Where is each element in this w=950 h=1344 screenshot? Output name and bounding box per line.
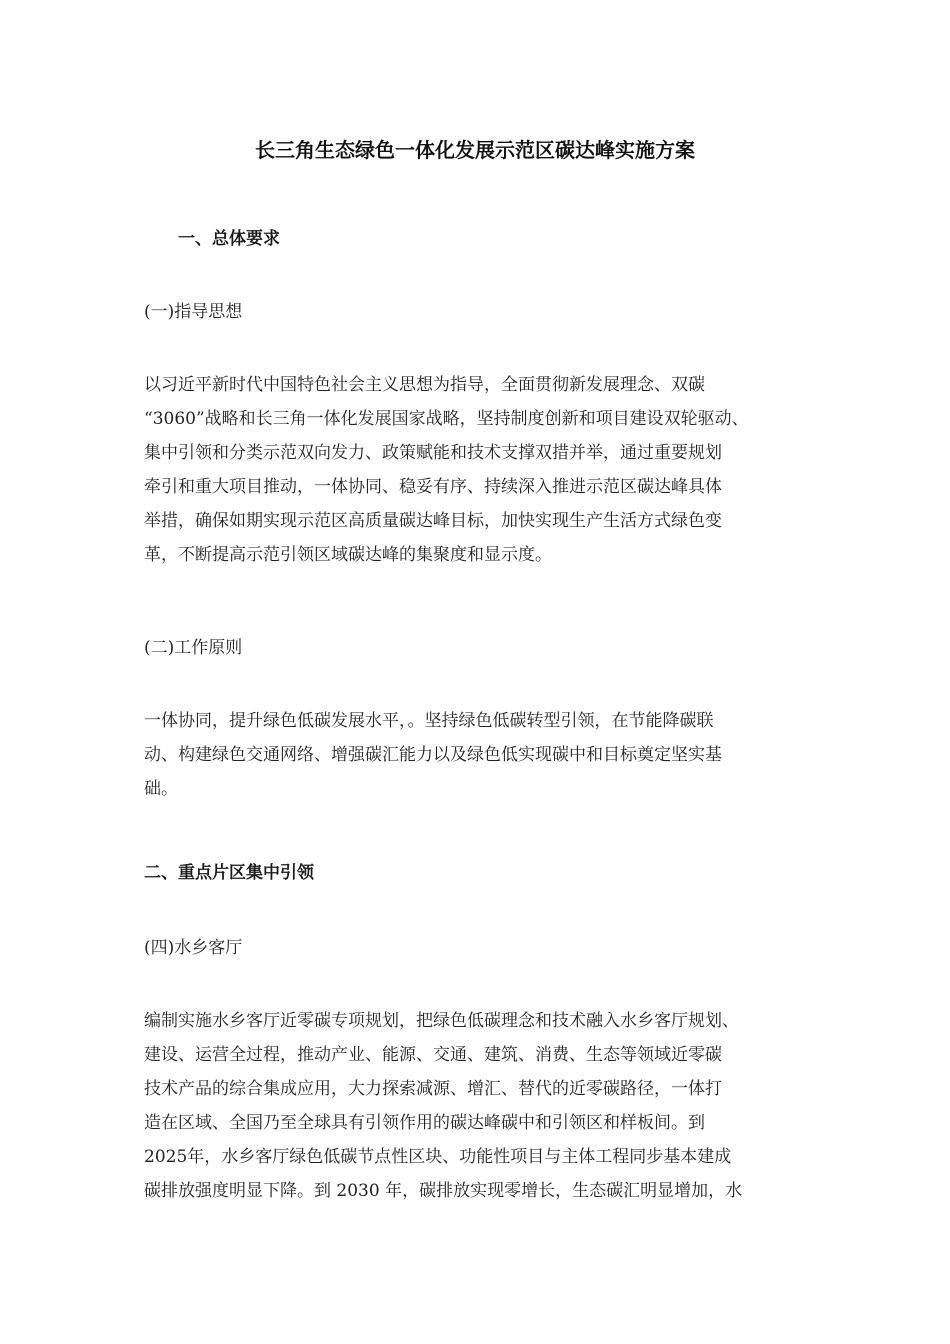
section-heading-general-requirements: 一、总体要求: [178, 229, 280, 249]
paragraph-line: 动、构建绿色交通网络、增强碳汇能力以及绿色低实现碳中和目标奠定坚实基: [144, 745, 722, 765]
subsection-heading-working-principles: (二)工作原则: [144, 638, 243, 658]
paragraph-line: 碳排放强度明显下降。到 2030 年，碳排放实现零增长，生态碳汇明显增加，水: [144, 1181, 743, 1201]
paragraph-line: 以习近平新时代中国特色社会主义思想为指导，全面贯彻新发展理念、双碳: [144, 375, 705, 395]
subsection-heading-guiding-ideology: (一)指导思想: [144, 302, 243, 322]
paragraph-line: 集中引领和分类示范双向发力、政策赋能和技术支撑双措并举，通过重要规划: [144, 443, 722, 463]
paragraph-line: 2025年，水乡客厅绿色低碳节点性区块、功能性项目与主体工程同步基本建成: [144, 1147, 732, 1167]
paragraph-line: “3060”战略和长三角一体化发展国家战略，坚持制度创新和项目建设双轮驱动、: [144, 409, 749, 429]
subsection-heading-water-village-parlor: (四)水乡客厅: [144, 938, 243, 958]
document-title: 长三角生态绿色一体化发展示范区碳达峰实施方案: [255, 138, 695, 162]
paragraph-line: 础。: [144, 779, 178, 799]
paragraph-water-village-parlor: [144, 1004, 834, 1208]
paragraph-line: 革，不断提高示范引领区域碳达峰的集聚度和显示度。: [144, 545, 552, 565]
paragraph-line: 一体协同，提升绿色低碳发展水平，。坚持绿色低碳转型引领，在节能降碳联: [144, 711, 714, 731]
paragraph-line: 编制实施水乡客厅近零碳专项规划，把绿色低碳理念和技术融入水乡客厅规划、: [144, 1011, 739, 1031]
paragraph-line: 举措，确保如期实现示范区高质量碳达峰目标，加快实现生产生活方式绿色变: [144, 511, 722, 531]
paragraph-line: 牵引和重大项目推动，一体协同、稳妥有序、持续深入推进示范区碳达峰具体: [144, 477, 722, 497]
paragraph-line: 技术产品的综合集成应用，大力探索减源、增汇、替代的近零碳路径，一体打: [144, 1079, 722, 1099]
paragraph-line: 建设、运营全过程，推动产业、能源、交通、建筑、消费、生态等领域近零碳: [144, 1045, 722, 1065]
paragraph-working-principles: [144, 704, 834, 806]
paragraph-line: 造在区域、全国乃至全球具有引领作用的碳达峰碳中和引领区和样板间。到: [144, 1113, 705, 1133]
paragraph-guiding-ideology: [144, 368, 834, 572]
section-heading-key-areas: 二、重点片区集中引领: [144, 863, 314, 883]
